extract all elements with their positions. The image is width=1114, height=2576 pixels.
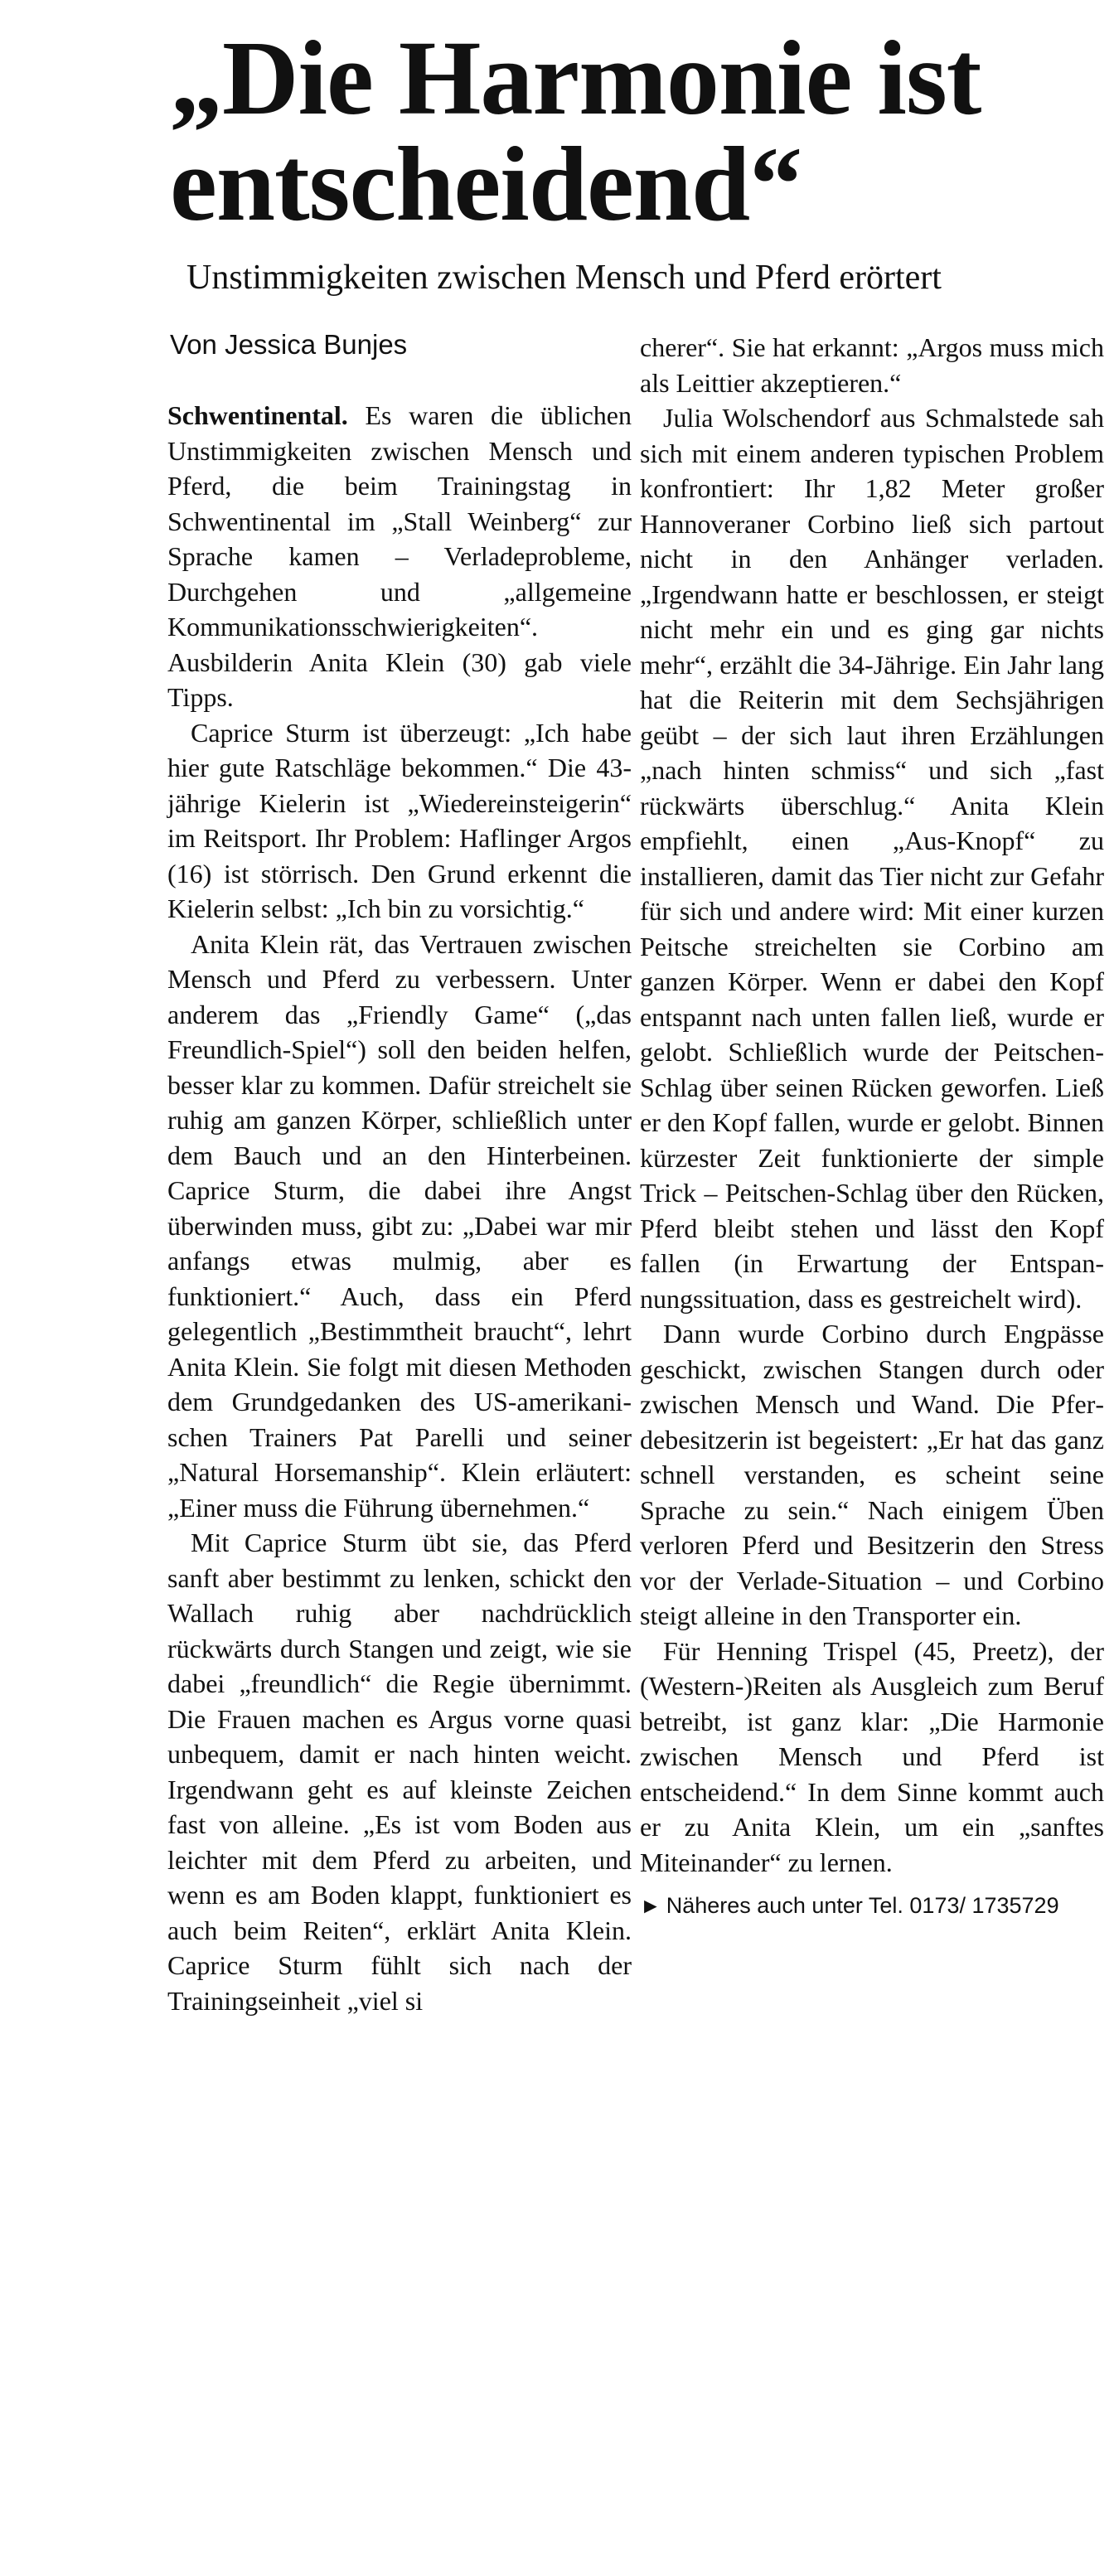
article-paragraph: Caprice Sturm ist überzeugt: „Ich habe hier gute Ratschläge bekommen.“ Die 43-jährige Kielerin ist „Wiedereinsteigerin“ im Reitsport. Ihr Problem: Haflinger Argos (16) ist störrisch. Den Grund erkennt die Kielerin selbst: „Ich bin zu vorsichtig.“: [167, 717, 632, 923]
footnote-text: Näheres auch unter Tel. 0173/ 1735729: [666, 1893, 1059, 1918]
article-paragraph: Anita Klein rät, das Vertrauen zwischen Mensch und Pferd zu verbessern. Unter anderem das „Friendly Game“ („das Freundlich-Spiel“) soll den beiden helfen, besser klar zu kommen. Dafür streichelt sie ruhig am ganzen Körper, schließlich unter dem Bauch und an den Hinterbeinen. Caprice Sturm, die dabei ihre Angst überwinden muss, gibt zu: „Dabei war mir anfangs etwas mulmig, aber es funktioniert.“ Auch, dass ein Pferd gelegentlich „Bestimmtheit braucht“, lehrt Anita Klein. Sie folgt mit diesen Methoden dem Grundgedanken des US-amerikanischen Trainers Pat Parelli und seiner „Natural Horsemanship“. Klein erläutert: „Einer muss die Führung übernehmen.“: [167, 928, 632, 1523]
article-column-left: [167, 398, 632, 2576]
arrow-icon: ►: [640, 1893, 661, 1918]
article-paragraph: Mit Caprice Sturm übt sie, das Pferd sanft aber bestimmt zu lenken, schickt den Wallach ruhig aber nachdrücklich rückwärts durch Stangen und zeigt, wie sie dabei „freundlich“ die Regie übernimmt. Die Frauen machen es Argus vorne quasi unbequem, damit er nach hinten weicht. Irgendwann geht es auf kleinste Zeichen fast von alleine. „Es ist vom Boden aus leichter mit dem Pferd zu arbeiten, und wenn es am Boden klappt, funktioniert es auch beim Reiten“, erklärt Anita Klein. Caprice Sturm fühlt sich nach der Trainingseinheit „viel si: [167, 1528, 632, 2016]
byline: Von Jessica Bunjes: [170, 329, 408, 360]
article-paragraph: Für Henning Trispel (45, Preetz), der (Western-)Reiten als Ausgleich zum Beruf betreibt, ist ganz klar: „Die Harmonie zwischen Mensch und Pferd ist entscheidend.“ In dem Sinne kommt auch er zu Anita Klein, um ein „sanftes Miteinander“ zu lernen.: [640, 1635, 1104, 1877]
headline: „Die Harmonie ist entscheidend“: [170, 19, 981, 243]
article-column-right: [640, 330, 1104, 2576]
article-paragraph: cherer“. Sie hat erkannt: „Argos muss mich als Leittier akzeptieren.“: [640, 332, 1104, 398]
article-paragraph: Julia Wolschendorf aus Schmalstede sah sich mit einem anderen typischen Problem konfrontiert: Ihr 1,82 Meter großer Hannoveraner Corbino ließ sich partout nicht in den Anhänger verladen. „Irgendwann hatte er beschlossen, er steigt nicht mehr ein und es ging gar nichts mehr“, erzählt die 34-Jährige. Ein Jahr lang hat die Reiterin mit dem Sechsjährigen geübt – der sich laut ihren Erzählungen „nach hinten schmiss“ und sich „fast rückwärts überschlug.“ Anita Klein empfiehlt, einen „Aus-Knopf“ zu installieren, damit das Tier nicht zur Gefahr für sich und andere wird: Mit einer kurzen Peitsche streichelten sie Corbino am ganzen Körper. Wenn er dabei den Kopf entspannt nach unten fallen ließ, wurde er gelobt. Schließlich wurde der Peitschen-Schlag über seinen Rücken geworfen. Ließ er den Kopf fallen, wurde er gelobt. Binnen kürzester Zeit funktionierte der simple Trick – Peitschen-Schlag über den Rücken, Pferd bleibt stehen und lässt den Kopf fallen (in Erwartung der Entspannungssituation, dass es gestreichelt wird).: [640, 403, 1104, 1314]
dateline: Schwentinental.: [167, 400, 348, 430]
subheadline: Unstimmigkeiten zwischen Mensch und Pferd erörtert: [186, 259, 942, 297]
lead-paragraph: [167, 398, 632, 715]
lead-text: Es waren die üblichen Unstimmigkeiten zwischen Mensch und Pferd, die beim Trainingstag in Schwentinental im „Stall Weinberg“ zur Sprache kamen – Verladeprobleme, Durchgehen und „allgemeine Kommunikationsschwierigkeiten“. Ausbilderin Anita Klein (30) gab viele Tipps.: [167, 400, 632, 712]
footnote: [640, 1891, 1104, 1920]
article-paragraph: Dann wurde Corbino durch Engpässe geschickt, zwischen Stangen durch oder zwischen Mensch und Wand. Die Pferdebesitzerin ist begeistert: „Er hat das ganz schnell verstanden, es scheint seine Sprache zu sein.“ Nach einigem Üben verloren Pferd und Besitzerin den Stress vor der Verlade-Situation – und Corbino steigt alleine in den Transporter ein.: [640, 1319, 1104, 1630]
